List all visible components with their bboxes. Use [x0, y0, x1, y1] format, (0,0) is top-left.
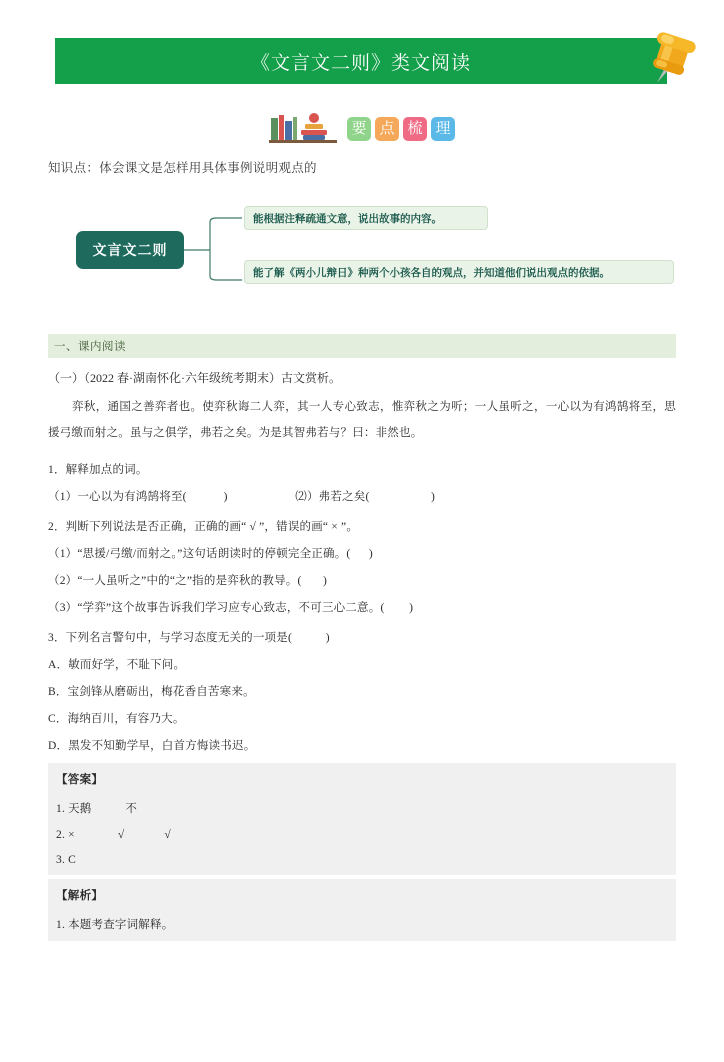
question-2-item-3: （3）“学弈”这个故事告诉我们学习应专心致志，不可三心二意。( ): [48, 601, 414, 614]
classical-passage: 弈秋，通国之善弈者也。使弈秋诲二人弈，其一人专心致志，惟弈秋之为听；一人虽听之，一心以为有鸿鹄将至，思援弓缴而射之。虽与之俱学，弗若之矣。为是其智弗若与？曰：非然也。: [48, 401, 676, 439]
page-title: 《文言文二则》类文阅读: [250, 52, 471, 74]
answer-line-2: 2. × √ √: [56, 828, 171, 841]
keypoint-badge-2: 梳: [403, 117, 427, 141]
pushpin-icon: [640, 24, 704, 96]
question-3-option-d: D．黑发不知勤学早，白首方悔读书迟。: [48, 739, 256, 752]
answer-line-1: 1. 天鹅 不: [56, 802, 138, 815]
question-2-stem: 2．判断下列说法是否正确，正确的画“ √ ”，错误的画“ × ”。: [48, 520, 359, 533]
section-title: 一、课内阅读: [54, 341, 126, 353]
question-2-item-2: （2）“一人虽听之”中的“之”指的是弈秋的教导。( ): [48, 574, 328, 587]
analysis-block: [48, 879, 676, 941]
mindmap-branch-0: 能根据注释疏通文意，说出故事的内容。: [244, 206, 488, 230]
knowledge-point-text: 知识点：体会课文是怎样用具体事例说明观点的: [48, 161, 317, 175]
books-stack-icon: [269, 110, 343, 144]
question-3-option-c: C．海纳百川，有容乃大。: [48, 712, 185, 725]
answer-block: [48, 763, 676, 875]
mindmap-branch-1: 能了解《两小儿辩日》种两个小孩各自的观点，并知道他们说出观点的依据。: [244, 260, 674, 284]
answer-heading: 【答案】: [56, 773, 104, 786]
question-2-item-1: （1）“思援/弓缴/而射之。”这句话朗读时的停顿完全正确。( ): [48, 547, 373, 560]
mindmap-connector: [178, 200, 248, 304]
question-1-stem: 1．解释加点的词。: [48, 463, 148, 476]
question-3-option-a: A．敏而好学，不耻下问。: [48, 658, 186, 671]
question-1-blanks: （1）一心以为有鸿鹄将至( ) ⑵）弗若之矣( ): [48, 490, 436, 503]
keypoint-badge-0: 要: [347, 117, 371, 141]
question-3-stem: 3．下列名言警句中，与学习态度无关的一项是( ): [48, 631, 330, 644]
question-3-option-b: B．宝剑锋从磨砺出，梅花香自苦寒来。: [48, 685, 255, 698]
mindmap: [48, 200, 676, 304]
exam-source-line: （一）（2022 春·湖南怀化·六年级统考期末）古文赏析。: [48, 371, 341, 385]
analysis-line-1: 1. 本题考查字词解释。: [56, 918, 174, 931]
mindmap-root-node: 文言文二则: [76, 231, 184, 269]
header-banner: [55, 38, 667, 84]
answer-line-3: 3. C: [56, 853, 76, 866]
keypoint-badge-3: 理: [431, 117, 455, 141]
section-header-bar: [48, 334, 676, 358]
document-page: [0, 38, 724, 1062]
analysis-heading: 【解析】: [56, 889, 104, 902]
keypoint-badge-row: [48, 110, 676, 144]
header-banner-area: [48, 38, 676, 88]
keypoint-badge-1: 点: [375, 117, 399, 141]
